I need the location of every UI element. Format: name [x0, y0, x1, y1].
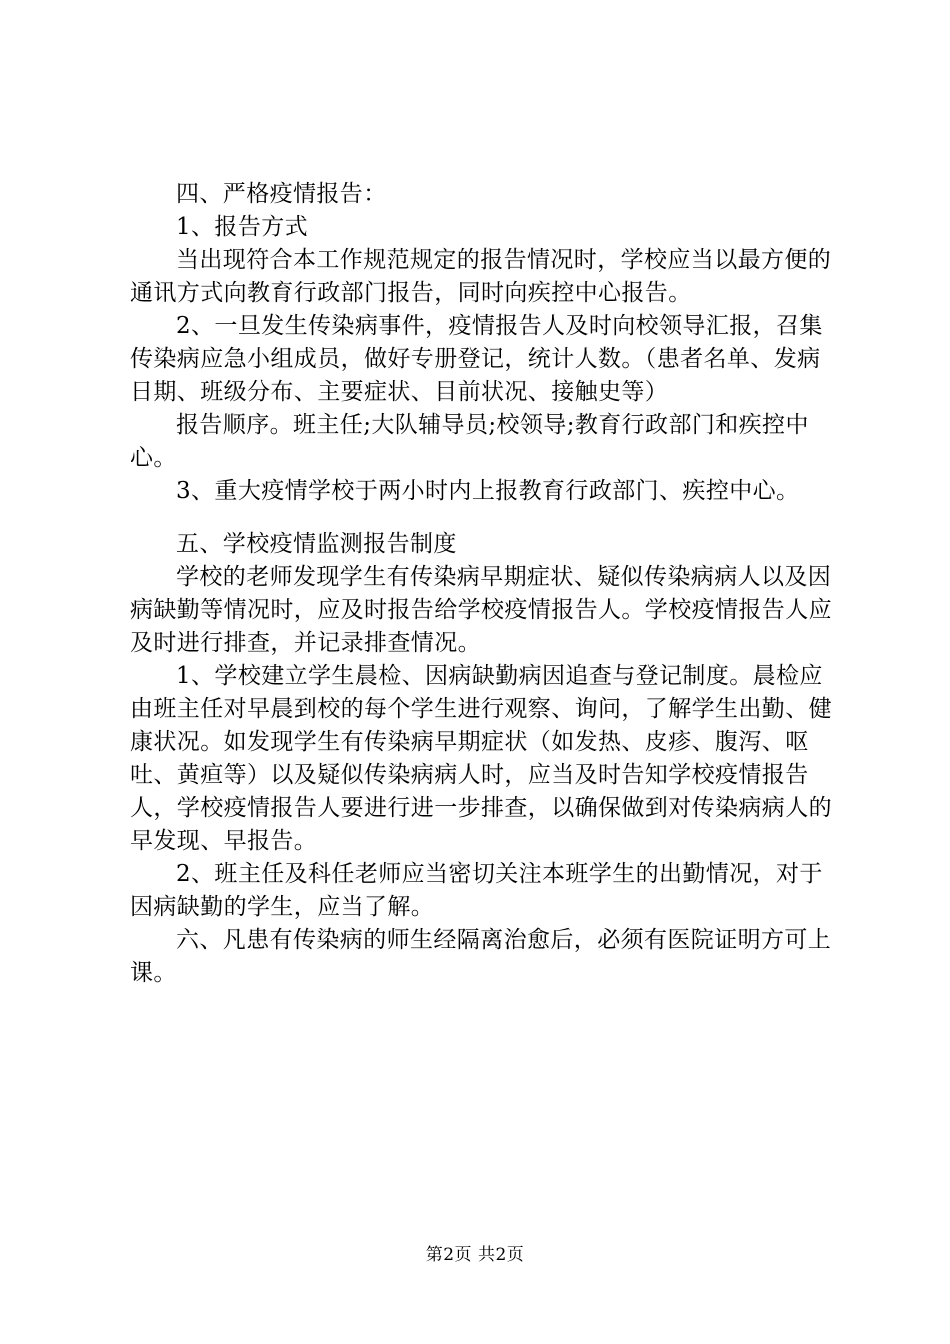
- paragraph: 当出现符合本工作规范规定的报告情况时，学校应当以最方便的通讯方式向教育行政部门报告，同时向疾控中心报告。: [130, 247, 832, 306]
- paragraph: 1、学校建立学生晨检、因病缺勤病因追查与登记制度。晨检应由班主任对早晨到校的每个学生进行观察、询问，了解学生出勤、健康状况。如发现学生有传染病早期症状（如发热、皮疹、腹泻、呕吐、黄疸等）以及疑似传染病病人时，应当及时告知学校疫情报告人，学校疫情报告人要进行进一步排查，以确保做到对传染病病人的早发现、早报告。: [130, 663, 832, 854]
- paragraph: 2、班主任及科任老师应当密切关注本班学生的出勤情况，对于因病缺勤的学生，应当了解。: [130, 861, 823, 920]
- page-footer: 第2页 共2页: [425, 1245, 525, 1265]
- paragraph: 2、一旦发生传染病事件，疫情报告人及时向校领导汇报，召集传染病应急小组成员，做好专册登记，统计人数。（患者名单、发病日期、班级分布、主要症状、目前状况、接触史等）: [130, 313, 823, 405]
- paragraph: 四、严格疫情报告：: [176, 181, 387, 207]
- paragraph: 学校的老师发现学生有传染病早期症状、疑似传染病病人以及因病缺勤等情况时，应及时报告给学校疫情报告人。学校疫情报告人应及时进行排查，并记录排查情况。: [130, 564, 832, 656]
- paragraph: 3、重大疫情学校于两小时内上报教育行政部门、疾控中心。: [176, 478, 800, 504]
- document-body: [130, 178, 840, 990]
- paragraph: 六、凡患有传染病的师生经隔离治愈后，必须有医院证明方可上课。: [130, 927, 832, 986]
- paragraph: 1、报告方式: [176, 214, 309, 240]
- paragraph: 五、学校疫情监测报告制度: [176, 531, 457, 557]
- paragraph: 报告顺序。班主任;大队辅导员;校领导;教育行政部门和疾控中心。: [130, 412, 809, 471]
